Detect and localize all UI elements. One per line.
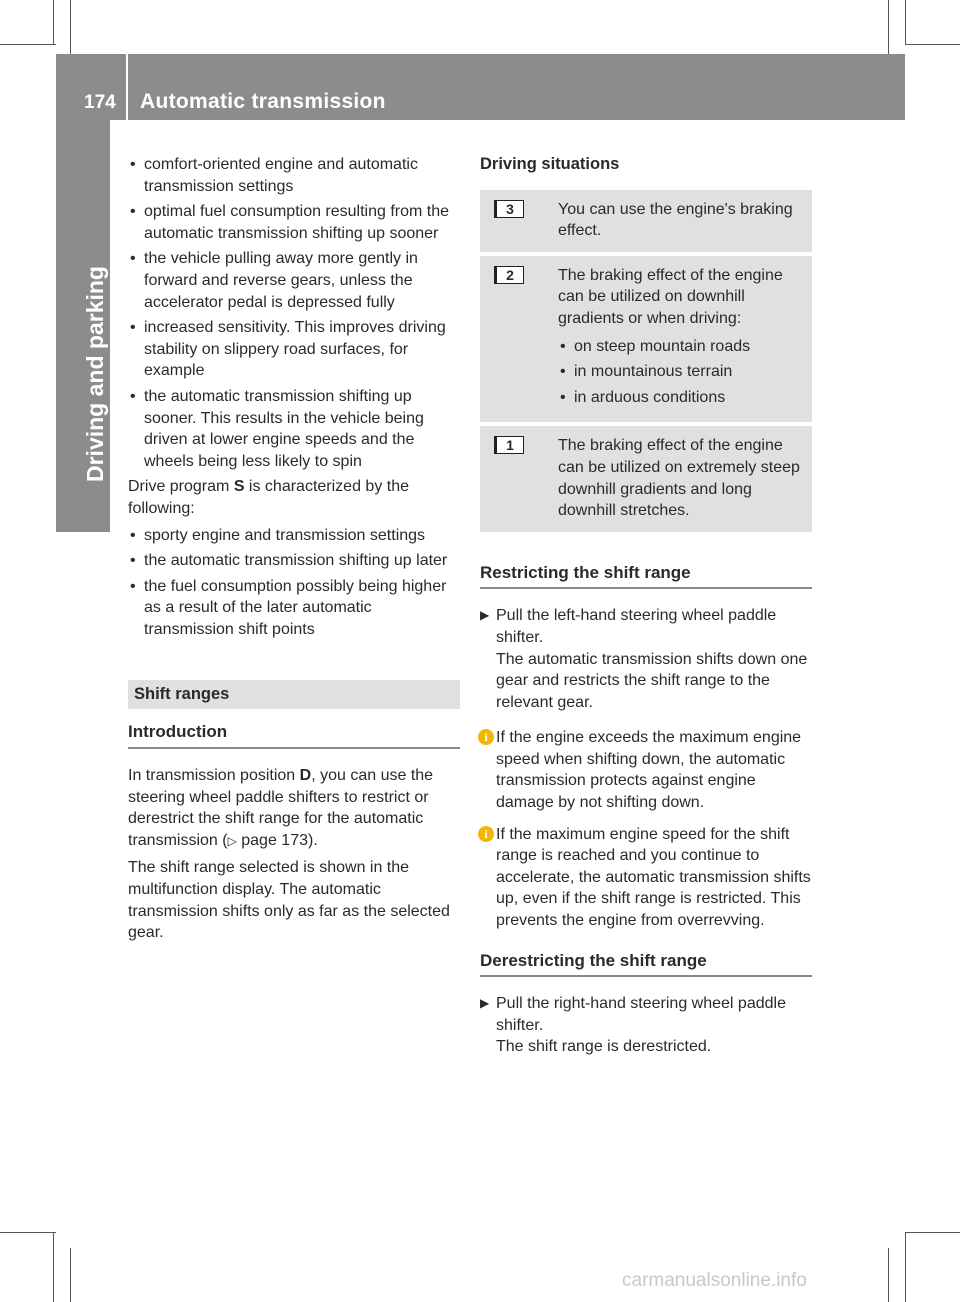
program-letter: S — [233, 478, 245, 496]
gear-1-icon: 1 — [494, 436, 524, 454]
situation-bullet-list — [558, 336, 804, 409]
subsection-heading: Restricting the shift range — [480, 562, 812, 590]
crop-mark — [905, 44, 960, 45]
info-icon: i — [478, 729, 494, 745]
drive-program-s-paragraph — [128, 476, 460, 519]
driving-situations-heading: Driving situations — [480, 155, 620, 173]
crop-mark — [53, 1232, 54, 1302]
page-number: 174 — [84, 92, 116, 113]
list-item: • comfort-oriented engine and automatic transmission settings — [128, 154, 460, 197]
list-item: • in arduous conditions — [558, 387, 804, 409]
table-cell — [480, 426, 550, 531]
display-paragraph: The shift range selected is shown in the multifunction display. The automatic transmission shifts only as far as the selected gear. — [128, 859, 450, 942]
step-arrow-icon: ▶ — [480, 996, 490, 1011]
page-ref-icon: ▷ — [227, 833, 237, 848]
crop-mark — [905, 1232, 960, 1233]
step-result: The automatic transmission shifts down one gear and restricts the shift range to the relevant gear. — [496, 650, 808, 711]
watermark: carmanualsonline.info — [622, 1270, 807, 1291]
step-text: Pull the left-hand steering wheel paddle shifter. — [496, 607, 777, 646]
gear-3-icon: 3 — [494, 200, 524, 218]
list-item: • the fuel consumption possibly being higher as a result of the later automatic transmission shift points — [128, 576, 460, 641]
step-item — [480, 993, 812, 1058]
info-note — [480, 727, 812, 813]
table-cell — [480, 190, 550, 252]
text: , you can use the steering wheel paddle shifters to restrict or derestrict the shift range for the automatic transmission ( — [128, 767, 434, 849]
table-row — [480, 256, 812, 423]
info-text: If the engine exceeds the maximum engine speed when shifting down, the automatic transmission protects against engine damage by not shifting down. — [496, 729, 802, 812]
crop-mark — [905, 1232, 906, 1302]
left-column — [128, 154, 460, 949]
table-cell — [550, 256, 812, 423]
page-reference-link[interactable]: page 173). — [236, 831, 318, 849]
intro-bullet-list — [128, 154, 460, 472]
list-item: • on steep mountain roads — [558, 336, 804, 358]
table-cell: You can use the engine's braking effect. — [550, 190, 812, 252]
crop-mark — [905, 0, 906, 44]
situation-text: The braking effect of the engine can be utilized on downhill gradients or when driving: — [558, 266, 783, 327]
position-letter: D — [299, 767, 312, 785]
list-item: • sporty engine and transmission settings — [128, 525, 460, 547]
crop-mark — [888, 1248, 889, 1302]
crop-mark — [70, 0, 71, 60]
subsection-heading: Introduction — [128, 721, 460, 749]
list-item: • increased sensitivity. This improves driving stability on slippery road surfaces, for example — [128, 317, 460, 382]
crop-mark — [70, 1248, 71, 1302]
page-title: Automatic transmission — [140, 90, 386, 113]
list-item: • the automatic transmission shifting up later — [128, 550, 460, 572]
step-arrow-icon: ▶ — [480, 608, 490, 623]
table-row — [480, 190, 812, 252]
info-note — [480, 824, 812, 932]
step-text: Pull the right-hand steering wheel paddle shifter. — [496, 995, 786, 1034]
crop-mark — [0, 1232, 56, 1233]
crop-mark — [888, 0, 889, 60]
step-result: The shift range is derestricted. — [496, 1038, 712, 1056]
table-row — [480, 426, 812, 531]
list-item: • the vehicle pulling away more gently in forward and reverse gears, unless the accelerator pedal is depressed fully — [128, 248, 460, 313]
header-divider — [126, 54, 128, 120]
list-item: • optimal fuel consumption resulting from the automatic transmission shifting up sooner — [128, 201, 460, 244]
driving-situations-table — [480, 186, 812, 536]
gear-2-icon: 2 — [494, 266, 524, 284]
text: is characterized by the following: — [128, 478, 410, 517]
side-tab-label: Driving and parking — [82, 266, 108, 482]
info-text: If the maximum engine speed for the shift range is reached and you continue to accelerate, the automatic transmission shifts up, even if the shift range is restricted. This prevents the engine from overrevving. — [496, 825, 811, 930]
s-bullet-list — [128, 525, 460, 641]
crop-mark — [0, 44, 56, 45]
subsection-heading: Derestricting the shift range — [480, 950, 812, 978]
right-column — [480, 154, 812, 1072]
crop-mark — [53, 0, 54, 44]
intro-paragraph — [128, 765, 460, 852]
table-cell: The braking effect of the engine can be utilized on extremely steep downhill gradients and long downhill stretches. — [550, 426, 812, 531]
step-item — [480, 605, 812, 713]
text: In transmission position — [128, 767, 300, 785]
list-item: • in mountainous terrain — [558, 361, 804, 383]
text: Drive program — [128, 478, 234, 496]
section-heading — [128, 680, 460, 709]
list-item: • the automatic transmission shifting up sooner. This results in the vehicle being driven at lower engine speeds and the wheels being less likely to spin — [128, 386, 460, 472]
section-heading-text: Shift ranges — [134, 685, 230, 704]
info-icon: i — [478, 826, 494, 842]
table-cell — [480, 256, 550, 423]
